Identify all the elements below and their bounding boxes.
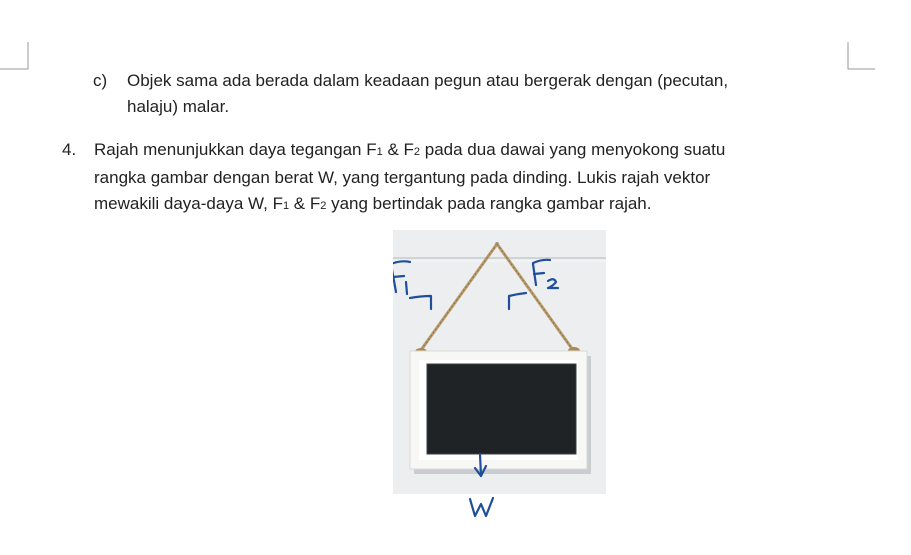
question-4 xyxy=(62,137,842,217)
chalkboard xyxy=(427,364,576,454)
item-c-line-2: halaju) malar. xyxy=(127,97,230,116)
handwritten-w-label xyxy=(468,496,498,520)
item-c-line-1: Objek sama ada berada dalam keadaan pegun atau bergerak dengan (pecutan, xyxy=(127,71,729,90)
question-4-line-3: mewakili daya-daya W, F1 & F2 yang bertindak pada rangka gambar rajah. xyxy=(94,194,652,213)
item-c-text xyxy=(127,68,728,120)
item-c xyxy=(93,68,853,122)
question-4-number: 4. xyxy=(62,140,77,159)
corner-mark-left xyxy=(0,42,32,72)
question-4-line-1: Rajah menunjukkan daya tegangan F1 & F2 pada dua dawai yang menyokong suatu xyxy=(94,140,726,159)
question-4-text xyxy=(94,137,725,219)
item-c-label: c) xyxy=(93,71,108,90)
question-4-line-2: rangka gambar dengan berat W, yang tergantung pada dinding. Lukis rajah vektor xyxy=(94,168,711,187)
hanging-chalkboard-figure xyxy=(393,230,606,494)
